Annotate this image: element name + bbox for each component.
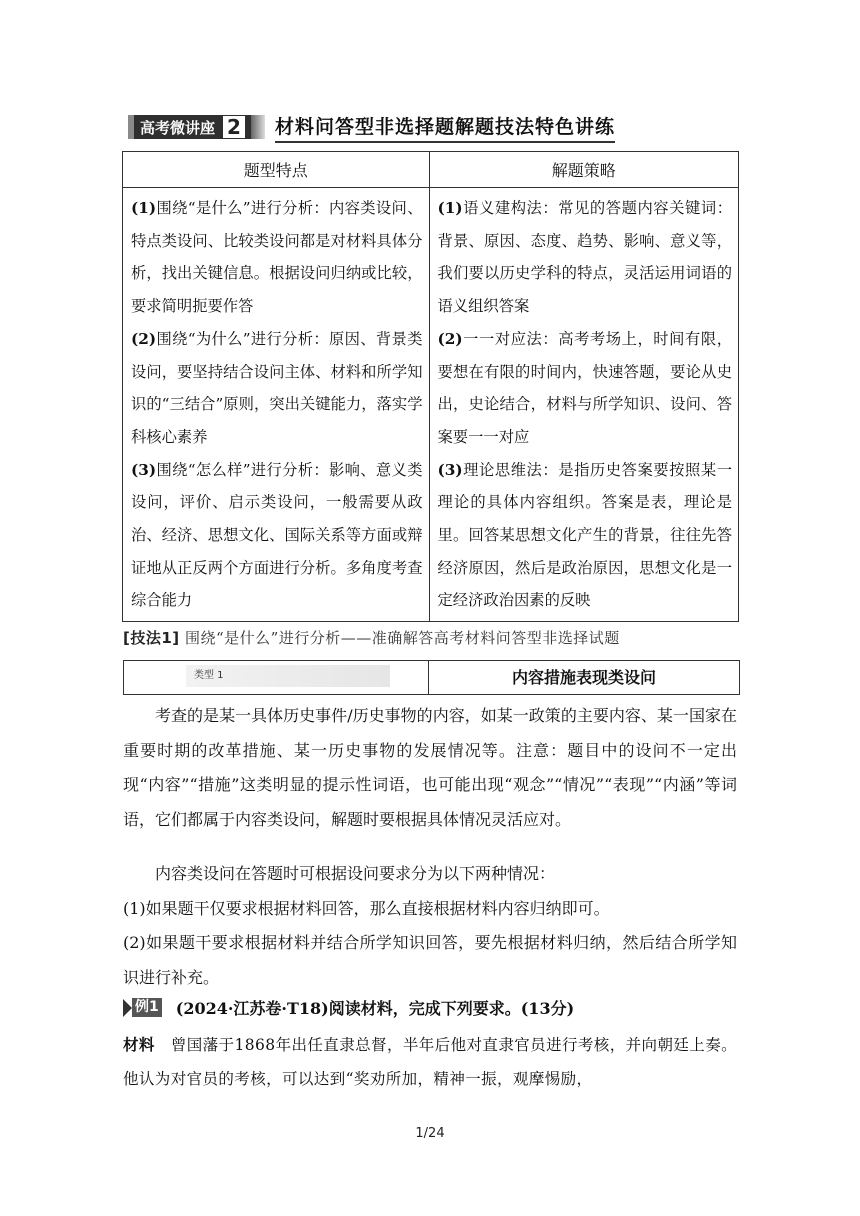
material-text: 曾国藩于1868年出任直隶总督，半年后他对直隶官员进行考核，并向朝廷上奏。他认为对官员的考核，可以达到“奖劝所加，精神一振，观摩惕励，: [123, 1036, 738, 1088]
type-title: 内容措施表现类设问: [511, 668, 656, 687]
page-number: 1/24: [415, 1126, 445, 1141]
header-solving-strategy: 解题策略: [429, 152, 739, 188]
type-row: [123, 660, 740, 695]
feature-item: (1)围绕“是什么”进行分析：内容类设问、特点类设问、比较类设问都是对材料具体分析，找出关键信息。根据设问归纳或比较，要求简明扼要作答: [131, 199, 423, 316]
strategy-item: (2)一一对应法：高考考场上，时间有限，要想在有限的时间内，快速答题，要论从史出，史论结合，材料与所学知识、设问、答案要一一对应: [437, 329, 732, 446]
feature-item: (2)围绕“为什么”进行分析：原因、背景类设问，要坚持结合设问主体、材料和所学知识的“三结合”原则，突出关键能力，落实学科核心素养: [131, 329, 423, 446]
type-tag: 类型 1: [186, 665, 390, 687]
example-text: (2024·江苏卷·T18)阅读材料，完成下列要求。(13分): [175, 999, 575, 1018]
section-title: 材料问答型非选择题解题技法特色讲练: [275, 112, 615, 143]
feature-item: (3)围绕“怎么样”进行分析：影响、意义类设问，评价、启示类设问，一般需要从政治、经济、思想文化、国际关系等方面或辩证地从正反两个方面进行分析。多角度考查综合能力: [131, 460, 423, 610]
badge-number: 2: [223, 116, 245, 138]
technique-label: [技法1]: [123, 629, 180, 647]
strategy-item: (1)语义建构法：常见的答题内容关键词：背景、原因、态度、趋势、影响、意义等，我们要以历史学科的特点，灵活运用词语的语义组织答案: [437, 199, 732, 316]
paragraph-intro: 考查的是某一具体历史事件/历史事物的内容，如某一政策的主要内容、某一国家在重要时期的改革措施、某一历史事物的发展情况等。注意：题目中的设问不一定出现“内容”“措施”这类明显的提示性词语，也可能出现“观念”“情况”“表现”“内涵”等词语，它们都属于内容类设问，解题时要根据具体情况灵活应对。: [123, 706, 737, 829]
strategy-item: (3)理论思维法：是指历史答案要按照某一理论的具体内容组织。答案是表，理论是里。回答某思想文化产生的背景，往往先答经济原因，然后是政治原因，思想文化是一定经济政治因素的反映: [437, 460, 732, 610]
table-header-row: [123, 152, 739, 188]
strategy-table: [122, 151, 739, 622]
section-banner: [128, 113, 615, 141]
table-row: [123, 188, 739, 622]
paragraph-case-2: (2)如果题干要求根据材料并结合所学知识回答，要先根据材料归纳，然后结合所学知识进行补充。: [123, 933, 737, 987]
play-arrow-icon: [123, 999, 132, 1017]
paragraph-cases: 内容类设问在答题时可根据设问要求分为以下两种情况：: [155, 864, 556, 883]
badge-label: 高考微讲座: [140, 118, 216, 137]
example-label: 例1: [132, 998, 162, 1017]
strategies-cell: [429, 188, 739, 622]
banner-decoration: [251, 115, 265, 139]
example-heading: [123, 996, 574, 1019]
paragraph-case-1: (1)如果题干仅要求根据材料回答，那么直接根据材料内容归纳即可。: [123, 899, 610, 918]
material-label: 材料: [123, 1035, 155, 1054]
example-tag: [123, 998, 162, 1017]
features-cell: [123, 188, 430, 622]
header-question-features: 题型特点: [123, 152, 430, 188]
lecture-badge: [128, 115, 251, 139]
material-paragraph: [123, 1028, 737, 1096]
technique-heading: [123, 627, 620, 648]
technique-text: 围绕“是什么”进行分析——准确解答高考材料问答型非选择试题: [184, 629, 620, 647]
